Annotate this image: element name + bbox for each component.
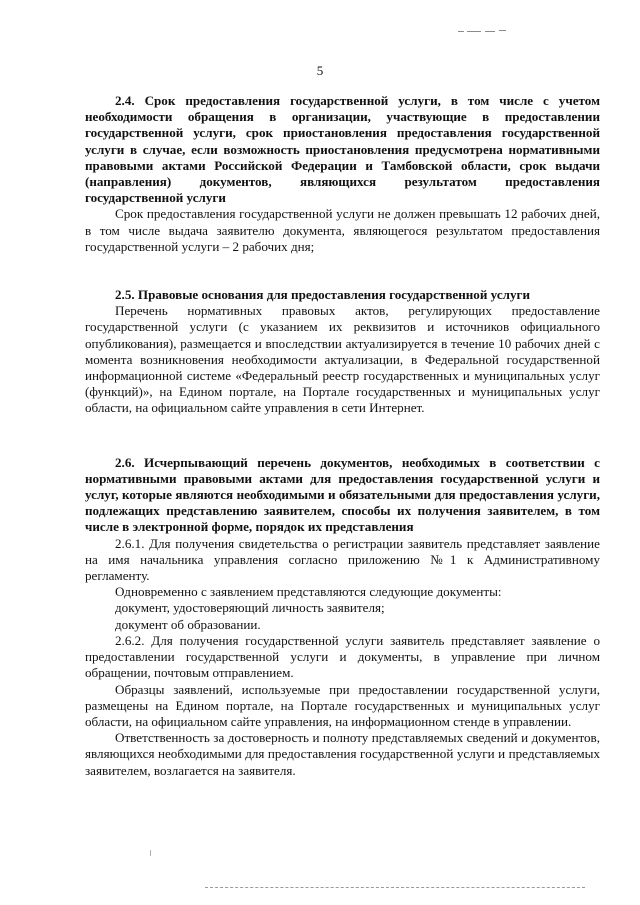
section-2-6-heading: 2.6. Исчерпывающий перечень документов, необходимых в соответствии с нормативными правовыми актами для предоставления государственной услуги и услуг, которые являются необходимыми и обязательными для предоставления услуги, подлежащих представлению заявителем, способы их получения заявителем, в том числе в электронной форме, порядок их представления — [85, 454, 600, 535]
document-body — [85, 93, 600, 779]
section-2-6-paragraph-5: 2.6.2. Для получения государственной услуги заявитель представляет заявление о предоставлении государственной услуги и документы, в управление при личном обращении, почтовым отправлением. — [85, 632, 600, 681]
page-number: 5 — [316, 63, 324, 78]
section-spacer — [85, 255, 600, 287]
scan-artifact-bottom-line — [205, 887, 585, 889]
section-2-5-heading: 2.5. Правовые основания для предоставления государственной услуги — [115, 287, 531, 303]
section-2-6-paragraph-4: документ об образовании. — [115, 616, 261, 632]
section-2-6-paragraph-3: документ, удостоверяющий личность заявителя; — [115, 600, 385, 616]
scan-artifact-dot — [150, 850, 151, 856]
section-2-5-paragraph-1: Перечень нормативных правовых актов, регулирующих предоставление государственной услуги (с указанием их реквизитов и источников официального опубликования), размещается и впоследствии актуализируется в течение 10 рабочих дней с момента возникновения необходимости актуализации, в Федеральной государственной информационной системе «Федеральный реестр государственных и муниципальных услуг (функций)», на Едином портале, на Портале государственных и муниципальных услуг области, на официальном сайте управления в сети Интернет. — [85, 303, 600, 416]
section-2-4-heading: 2.4. Срок предоставления государственной услуги, в том числе с учетом необходимости обращения в организации, участвующие в предоставлении государственной услуги, срок приостановления предоставления государственной услуги в случае, если возможность приостановления предусмотрена нормативными правовыми актами Российской Федерации и Тамбовской области, срок выдачи (направления) документов, являющихся результатом предоставления государственной услуги — [85, 93, 600, 206]
section-2-4-paragraph-1: Срок предоставления государственной услуги не должен превышать 12 рабочих дней, в том числе выдача заявителю документа, являющегося результатом предоставления государственной услуги – 2 рабочих дня; — [85, 206, 600, 254]
section-2-6-paragraph-7: Ответственность за достоверность и полноту представляемых сведений и документов, являющихся необходимыми для предоставления государственной услуги и представляемых заявителем, возлагается на заявителя. — [85, 730, 600, 778]
scan-artifact-mark — [458, 30, 506, 34]
section-2-6-paragraph-1: 2.6.1. Для получения свидетельства о регистрации заявитель представляет заявление на имя начальника управления согласно приложению №1 к Административному регламенту. — [85, 535, 600, 584]
section-spacer — [85, 417, 600, 455]
section-2-6-paragraph-6: Образцы заявлений, используемые при предоставлении государственной услуги, размещены на Едином портале, на Портале государственных и муниципальных услуг области, на официальном сайте управления, на информационном стенде в управлении. — [85, 681, 600, 729]
section-2-6-paragraph-2: Одновременно с заявлением представляются следующие документы: — [115, 584, 502, 600]
